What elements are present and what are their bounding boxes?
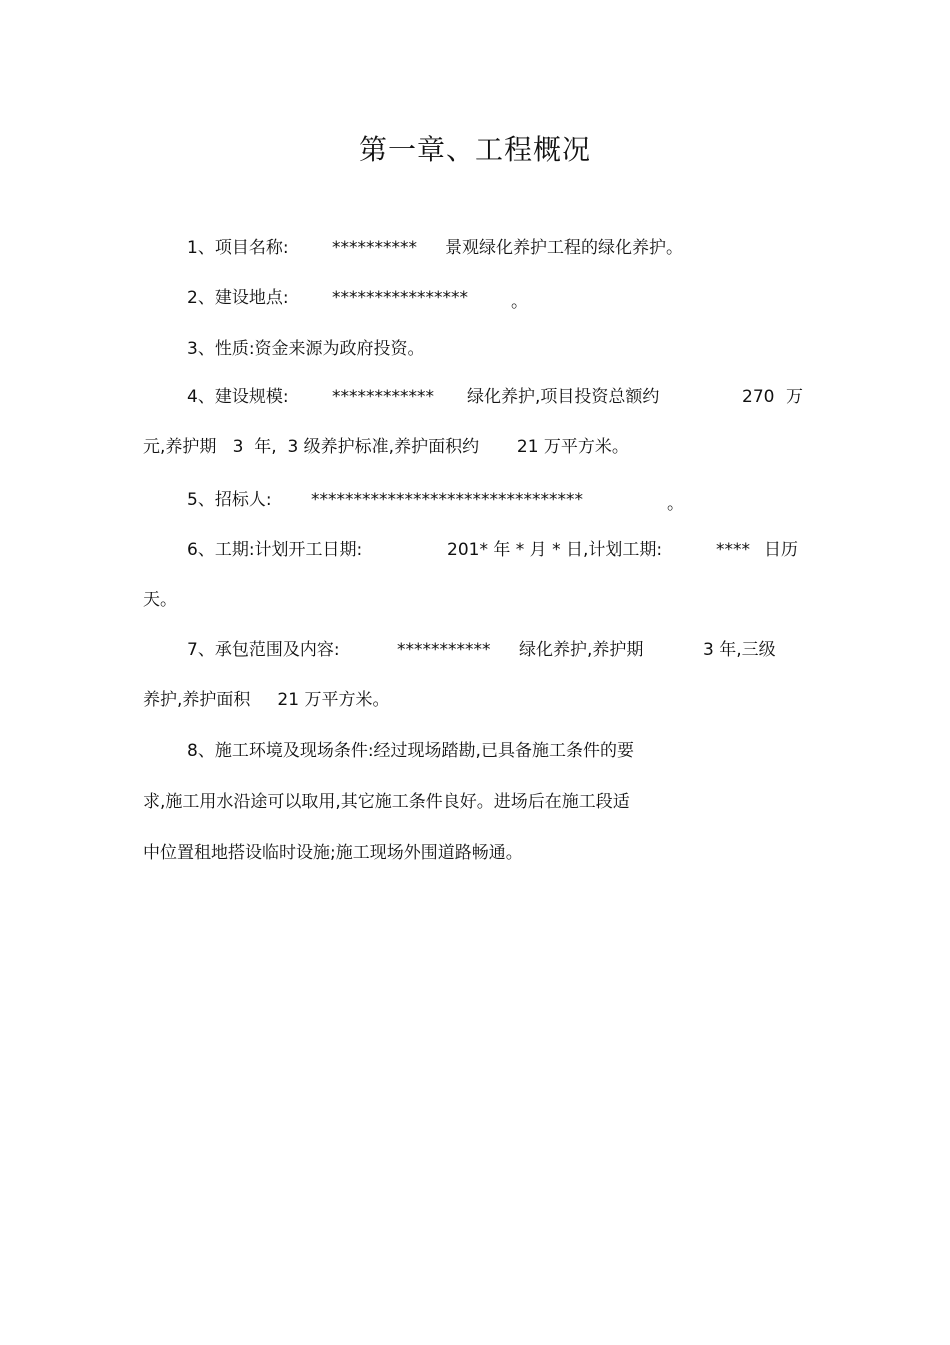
item-1-masked: **********	[332, 238, 417, 258]
item-4-amount: 270	[742, 387, 775, 407]
item-8-line1: 8、施工环境及现场条件:经过现场踏勘,已具备施工条件的要	[187, 741, 634, 761]
item-4-label: 4、建设规模:	[187, 387, 289, 407]
item-6-label: 6、工期:计划开工日期:	[187, 540, 363, 560]
item-4-text: 绿化养护,项目投资总额约	[467, 387, 660, 407]
item-3-text: 3、性质:资金来源为政府投资。	[187, 339, 425, 359]
item-4-line2: 元,养护期 3 年, 3 级养护标准,养护面积约 21 万平方米。	[143, 437, 629, 457]
item-1-text: 景观绿化养护工程的绿化养护。	[445, 238, 683, 258]
item-6-unit: 日历	[764, 540, 798, 560]
item-8-line2: 求,施工用水沿途可以取用,其它施工条件良好。进场后在施工段适	[143, 792, 630, 812]
item-4-masked: ************	[332, 387, 434, 407]
item-6-line2: 天。	[143, 590, 177, 610]
item-7-text: 绿化养护,养护期	[519, 640, 644, 660]
item-8-line3: 中位置租地搭设临时设施;施工现场外围道路畅通。	[143, 843, 523, 863]
item-7-line2: 养护,养护面积 21 万平方米。	[143, 690, 390, 710]
item-2-end: 。	[511, 292, 528, 312]
item-6-masked: ****	[716, 540, 750, 560]
item-5-end: 。	[667, 494, 684, 514]
chapter-title: 第一章、工程概况	[358, 133, 591, 166]
item-7-label: 7、承包范围及内容:	[187, 640, 340, 660]
item-4-unit: 万	[786, 387, 803, 407]
item-5-label: 5、招标人:	[187, 490, 272, 510]
item-2-masked: ****************	[332, 288, 468, 308]
item-6-date: 201* 年 * 月 * 日,计划工期:	[447, 540, 663, 560]
item-5-masked: ********************************	[311, 490, 583, 510]
item-2-label: 2、建设地点:	[187, 288, 289, 308]
item-7-masked: ***********	[397, 640, 491, 660]
item-1-label: 1、项目名称:	[187, 238, 289, 258]
item-7-period: 3 年,三级	[703, 640, 776, 660]
